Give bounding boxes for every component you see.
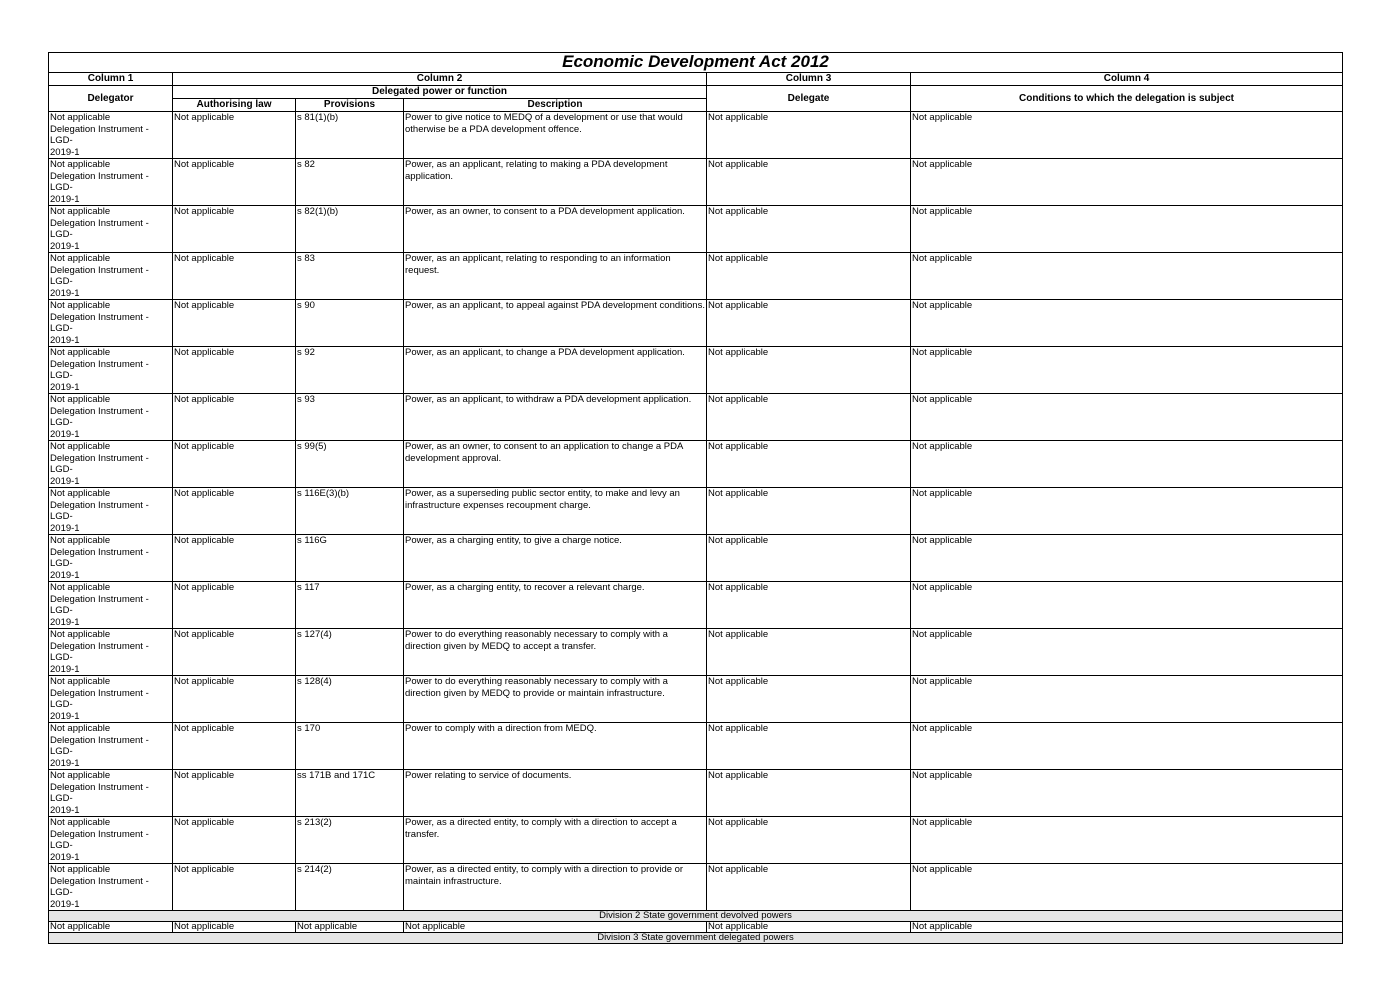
delegator-text-line2: Delegation Instrument - LGD-: [50, 828, 149, 851]
provisions-header: Provisions: [296, 99, 404, 112]
delegator-text-line1: Not applicable: [50, 347, 111, 358]
delegator-text-line2: Delegation Instrument - LGD-: [50, 499, 149, 522]
delegator-cell: [49, 629, 173, 676]
delegator-text-line2: Delegation Instrument - LGD-: [50, 734, 149, 757]
delegate-cell: Not applicable: [707, 300, 911, 347]
delegator-text-line3: 2019-1: [50, 193, 80, 205]
delegator-cell: [49, 159, 173, 206]
delegate-cell: Not applicable: [707, 441, 911, 488]
delegator-text-line2: Delegation Instrument - LGD-: [50, 217, 149, 240]
description-cell: Power, as an owner, to consent to a PDA development application.: [404, 206, 707, 253]
table-row: [49, 535, 1343, 582]
provision-cell: Not applicable: [296, 922, 404, 933]
delegator-text-line3: 2019-1: [50, 757, 80, 769]
delegator-cell: [49, 347, 173, 394]
provision-cell: s 116E(3)(b): [296, 488, 404, 535]
division-2-row: [49, 911, 1343, 922]
delegator-cell: Not applicable: [49, 922, 173, 933]
delegator-text-line1: Not applicable: [50, 629, 111, 640]
description-cell: Not applicable: [404, 922, 707, 933]
delegator-text-line2: Delegation Instrument - LGD-: [50, 311, 149, 334]
conditions-cell: Not applicable: [911, 441, 1343, 488]
delegate-cell: Not applicable: [707, 112, 911, 159]
provision-cell: s 99(5): [296, 441, 404, 488]
column-3-header: Column 3: [707, 73, 911, 86]
table-row: [49, 159, 1343, 206]
authorising-law-header: Authorising law: [173, 99, 296, 112]
authorising-law-cell: Not applicable: [173, 441, 296, 488]
table-row: [49, 817, 1343, 864]
provision-cell: s 213(2): [296, 817, 404, 864]
description-cell: Power, as an applicant, to withdraw a PDA development application.: [404, 394, 707, 441]
table-row: [49, 441, 1343, 488]
delegator-header: Delegator: [49, 86, 173, 112]
provision-cell: s 82(1)(b): [296, 206, 404, 253]
delegator-cell: [49, 864, 173, 911]
authorising-law-cell: Not applicable: [173, 347, 296, 394]
authorising-law-cell: Not applicable: [173, 864, 296, 911]
delegator-cell: [49, 112, 173, 159]
authorising-law-cell: Not applicable: [173, 394, 296, 441]
table-row: [49, 347, 1343, 394]
conditions-cell: Not applicable: [911, 488, 1343, 535]
provision-cell: s 128(4): [296, 676, 404, 723]
table-row: [49, 864, 1343, 911]
delegator-text-line2: Delegation Instrument - LGD-: [50, 640, 149, 663]
provision-cell: s 81(1)(b): [296, 112, 404, 159]
delegator-text-line3: 2019-1: [50, 616, 80, 628]
description-cell: Power, as an applicant, relating to making a PDA development application.: [404, 159, 707, 206]
conditions-cell: Not applicable: [911, 300, 1343, 347]
provision-cell: s 116G: [296, 535, 404, 582]
delegator-text-line1: Not applicable: [50, 441, 111, 452]
authorising-law-cell: Not applicable: [173, 582, 296, 629]
authorising-law-cell: Not applicable: [173, 206, 296, 253]
delegate-cell: Not applicable: [707, 864, 911, 911]
description-cell: Power, as a superseding public sector entity, to make and levy an infrastructure expenses recoupment charge.: [404, 488, 707, 535]
delegate-cell: Not applicable: [707, 347, 911, 394]
delegator-text-line2: Delegation Instrument - LGD-: [50, 405, 149, 428]
delegator-text-line3: 2019-1: [50, 475, 80, 487]
delegator-text-line3: 2019-1: [50, 710, 80, 722]
conditions-cell: Not applicable: [911, 159, 1343, 206]
delegator-text-line2: Delegation Instrument - LGD-: [50, 264, 149, 287]
provision-cell: s 117: [296, 582, 404, 629]
description-header: Description: [404, 99, 707, 112]
conditions-cell: Not applicable: [911, 394, 1343, 441]
division-3-row: [49, 933, 1343, 944]
authorising-law-cell: Not applicable: [173, 300, 296, 347]
conditions-cell: Not applicable: [911, 582, 1343, 629]
delegator-text-line3: 2019-1: [50, 522, 80, 534]
authorising-law-cell: Not applicable: [173, 535, 296, 582]
description-cell: Power, as a directed entity, to comply with a direction to accept a transfer.: [404, 817, 707, 864]
delegator-text-line2: Delegation Instrument - LGD-: [50, 123, 149, 146]
delegator-cell: [49, 441, 173, 488]
delegator-text-line1: Not applicable: [50, 394, 111, 405]
delegate-header: Delegate: [707, 86, 911, 112]
column-4-header: Column 4: [911, 73, 1343, 86]
delegator-text-line2: Delegation Instrument - LGD-: [50, 546, 149, 569]
delegate-cell: Not applicable: [707, 488, 911, 535]
description-cell: Power relating to service of documents.: [404, 770, 707, 817]
table-row: [49, 488, 1343, 535]
delegator-text-line1: Not applicable: [50, 770, 111, 781]
conditions-cell: Not applicable: [911, 770, 1343, 817]
delegator-cell: [49, 770, 173, 817]
description-cell: Power, as an applicant, relating to responding to an information request.: [404, 253, 707, 300]
conditions-cell: Not applicable: [911, 723, 1343, 770]
division-3-heading: Division 3 State government delegated powers: [49, 933, 1343, 944]
description-cell: Power to do everything reasonably necessary to comply with a direction given by MEDQ to accept a transfer.: [404, 629, 707, 676]
delegate-cell: Not applicable: [707, 817, 911, 864]
delegator-cell: [49, 488, 173, 535]
authorising-law-cell: Not applicable: [173, 488, 296, 535]
table-row: [49, 394, 1343, 441]
delegate-cell: Not applicable: [707, 159, 911, 206]
delegator-text-line3: 2019-1: [50, 381, 80, 393]
delegator-text-line1: Not applicable: [50, 535, 111, 546]
delegator-text-line1: Not applicable: [50, 864, 111, 875]
delegator-cell: [49, 582, 173, 629]
delegator-text-line1: Not applicable: [50, 723, 111, 734]
delegator-cell: [49, 300, 173, 347]
delegator-text-line1: Not applicable: [50, 112, 111, 123]
authorising-law-cell: Not applicable: [173, 770, 296, 817]
provision-cell: s 127(4): [296, 629, 404, 676]
delegator-cell: [49, 394, 173, 441]
authorising-law-cell: Not applicable: [173, 112, 296, 159]
table-title: Economic Development Act 2012: [49, 53, 1343, 73]
table-row: [49, 676, 1343, 723]
delegator-text-line1: Not applicable: [50, 488, 111, 499]
delegator-cell: [49, 723, 173, 770]
delegator-text-line2: Delegation Instrument - LGD-: [50, 687, 149, 710]
delegate-cell: Not applicable: [707, 629, 911, 676]
description-cell: Power, as an applicant, to change a PDA development application.: [404, 347, 707, 394]
conditions-cell: Not applicable: [911, 922, 1343, 933]
provision-cell: s 90: [296, 300, 404, 347]
division-2-heading: Division 2 State government devolved powers: [49, 911, 1343, 922]
conditions-header: Conditions to which the delegation is subject: [911, 86, 1343, 112]
provision-cell: s 214(2): [296, 864, 404, 911]
table-row: [49, 629, 1343, 676]
conditions-cell: Not applicable: [911, 535, 1343, 582]
delegator-text-line3: 2019-1: [50, 663, 80, 675]
delegator-text-line1: Not applicable: [50, 159, 111, 170]
delegate-cell: Not applicable: [707, 394, 911, 441]
description-cell: Power, as an owner, to consent to an application to change a PDA development approval.: [404, 441, 707, 488]
delegated-power-header: Delegated power or function: [173, 86, 707, 99]
delegate-cell: Not applicable: [707, 535, 911, 582]
description-cell: Power, as a charging entity, to recover a relevant charge.: [404, 582, 707, 629]
delegator-text-line3: 2019-1: [50, 240, 80, 252]
delegate-cell: Not applicable: [707, 922, 911, 933]
delegation-table: [48, 52, 1343, 944]
delegator-text-line1: Not applicable: [50, 582, 111, 593]
provision-cell: s 83: [296, 253, 404, 300]
provision-cell: s 170: [296, 723, 404, 770]
delegator-cell: [49, 676, 173, 723]
authorising-law-cell: Not applicable: [173, 676, 296, 723]
table-row: [49, 112, 1343, 159]
conditions-cell: Not applicable: [911, 817, 1343, 864]
delegator-text-line2: Delegation Instrument - LGD-: [50, 781, 149, 804]
column-1-header: Column 1: [49, 73, 173, 86]
description-cell: Power, as a charging entity, to give a charge notice.: [404, 535, 707, 582]
delegator-cell: [49, 817, 173, 864]
conditions-cell: Not applicable: [911, 629, 1343, 676]
delegator-text-line2: Delegation Instrument - LGD-: [50, 358, 149, 381]
delegate-cell: Not applicable: [707, 582, 911, 629]
delegator-text-line3: 2019-1: [50, 334, 80, 346]
table-row: [49, 770, 1343, 817]
provision-cell: ss 171B and 171C: [296, 770, 404, 817]
delegate-cell: Not applicable: [707, 723, 911, 770]
delegator-text-line2: Delegation Instrument - LGD-: [50, 875, 149, 898]
authorising-law-cell: Not applicable: [173, 253, 296, 300]
delegator-text-line3: 2019-1: [50, 898, 80, 910]
delegator-text-line3: 2019-1: [50, 287, 80, 299]
delegator-text-line1: Not applicable: [50, 300, 111, 311]
table-row: [49, 922, 1343, 933]
delegator-text-line1: Not applicable: [50, 676, 111, 687]
table-row: [49, 253, 1343, 300]
table-row: [49, 206, 1343, 253]
description-cell: Power to do everything reasonably necessary to comply with a direction given by MEDQ to provide or maintain infrastructure.: [404, 676, 707, 723]
authorising-law-cell: Not applicable: [173, 159, 296, 206]
provision-cell: s 92: [296, 347, 404, 394]
description-cell: Power, as an applicant, to appeal against PDA development conditions.: [404, 300, 707, 347]
table-row: [49, 300, 1343, 347]
conditions-cell: Not applicable: [911, 112, 1343, 159]
delegator-text-line3: 2019-1: [50, 428, 80, 440]
delegate-cell: Not applicable: [707, 253, 911, 300]
delegator-text-line2: Delegation Instrument - LGD-: [50, 593, 149, 616]
delegator-text-line3: 2019-1: [50, 804, 80, 816]
delegator-cell: [49, 253, 173, 300]
conditions-cell: Not applicable: [911, 253, 1343, 300]
table-row: [49, 582, 1343, 629]
delegator-text-line1: Not applicable: [50, 206, 111, 217]
table-row: [49, 723, 1343, 770]
conditions-cell: Not applicable: [911, 347, 1343, 394]
delegator-text-line1: Not applicable: [50, 817, 111, 828]
delegate-cell: Not applicable: [707, 676, 911, 723]
provision-cell: s 93: [296, 394, 404, 441]
delegator-text-line2: Delegation Instrument - LGD-: [50, 452, 149, 475]
conditions-cell: Not applicable: [911, 864, 1343, 911]
delegator-text-line3: 2019-1: [50, 569, 80, 581]
delegator-text-line3: 2019-1: [50, 146, 80, 158]
conditions-cell: Not applicable: [911, 676, 1343, 723]
delegator-cell: [49, 535, 173, 582]
authorising-law-cell: Not applicable: [173, 817, 296, 864]
description-cell: Power to comply with a direction from MEDQ.: [404, 723, 707, 770]
delegator-text-line3: 2019-1: [50, 851, 80, 863]
delegator-cell: [49, 206, 173, 253]
authorising-law-cell: Not applicable: [173, 723, 296, 770]
column-2-header: Column 2: [173, 73, 707, 86]
delegator-text-line2: Delegation Instrument - LGD-: [50, 170, 149, 193]
authorising-law-cell: Not applicable: [173, 629, 296, 676]
provision-cell: s 82: [296, 159, 404, 206]
delegator-text-line1: Not applicable: [50, 253, 111, 264]
delegate-cell: Not applicable: [707, 770, 911, 817]
conditions-cell: Not applicable: [911, 206, 1343, 253]
delegate-cell: Not applicable: [707, 206, 911, 253]
description-cell: Power, as a directed entity, to comply with a direction to provide or maintain infrastructure.: [404, 864, 707, 911]
description-cell: Power to give notice to MEDQ of a development or use that would otherwise be a PDA development offence.: [404, 112, 707, 159]
authorising-law-cell: Not applicable: [173, 922, 296, 933]
